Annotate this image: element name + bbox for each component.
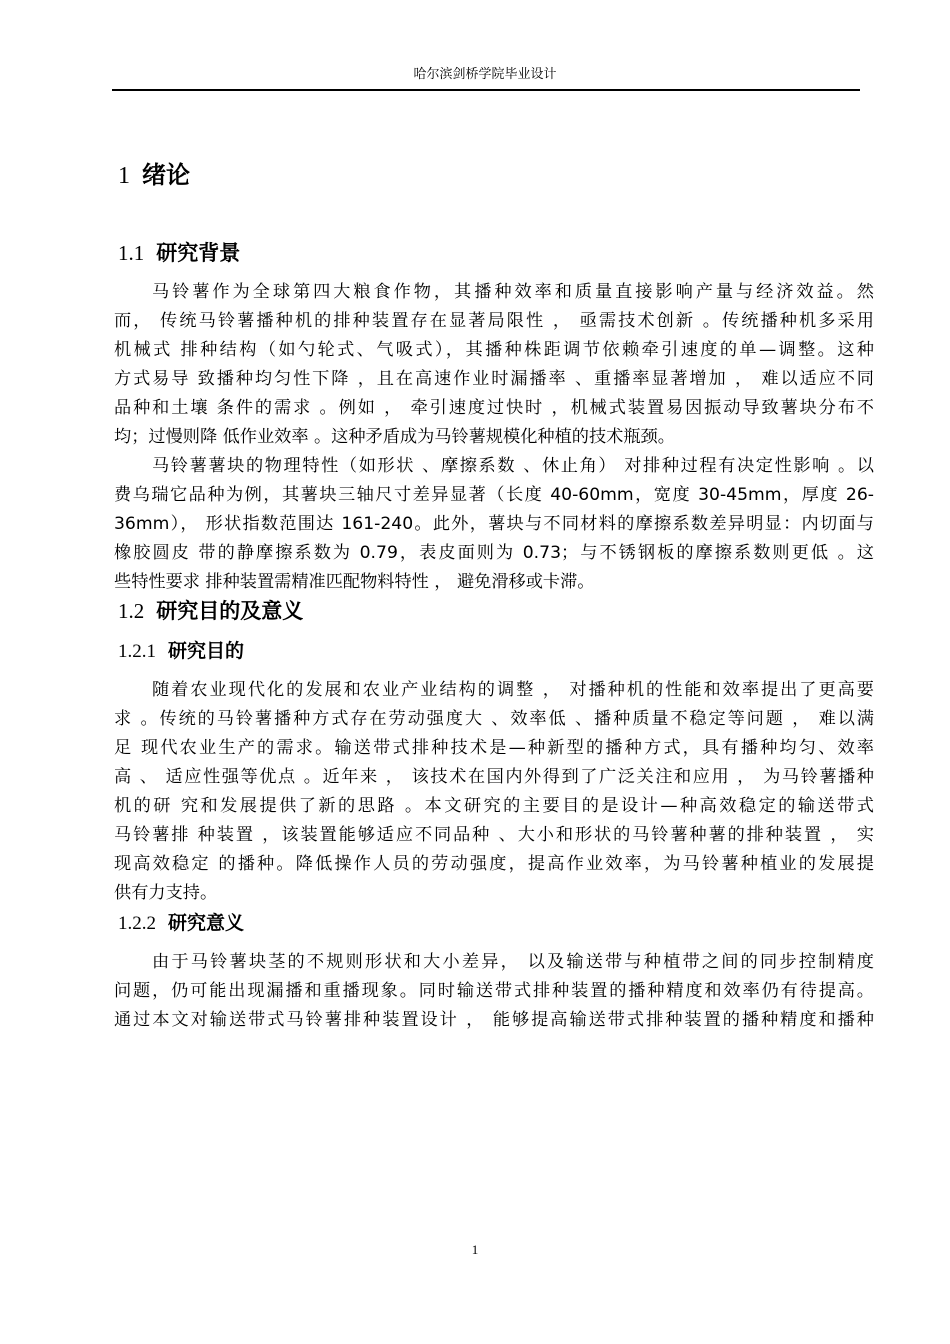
text-line: 均；过慢则降 低作业效率 。这种矛盾成为马铃薯规模化种植的技术瓶颈。 (114, 427, 675, 447)
paragraph-purpose (114, 676, 874, 908)
page-number: 1 (471, 1242, 479, 1257)
section-number: 1.2 (118, 599, 145, 623)
text-line: 高 、 适应性强等优点 。近年来 ， 该技术在国内外得到了广泛关注和应用 ， 为马铃薯播种 (114, 767, 874, 787)
subsection-number: 1.2.2 (118, 913, 156, 934)
section-heading-purpose-significance (118, 597, 303, 625)
text-line: 足 现代农业生产的需求。输送带式排种技术是—种新型的播种方式，具有播种均匀、效率 (114, 738, 874, 758)
subsection-number: 1.2.1 (118, 641, 156, 662)
subsection-title: 研究意义 (168, 912, 245, 934)
text-line: 由于马铃薯块茎的不规则形状和大小差异， 以及输送带与种植带之间的同步控制精度 (152, 952, 874, 972)
text-line: 问题，仍可能出现漏播和重播现象。同时输送带式排种装置的播种精度和效率仍有待提高。 (114, 981, 874, 1001)
chapter-number: 1 (118, 163, 130, 189)
subsection-heading-significance (118, 910, 244, 937)
text-line: 随着农业现代化的发展和农业产业结构的调整 ， 对播种机的性能和效率提出了更高要 (152, 680, 874, 700)
chapter-heading (118, 160, 190, 191)
header-rule (112, 89, 860, 91)
running-header: 哈尔滨剑桥学院毕业设计 (413, 67, 557, 82)
text-line: 马铃薯作为全球第四大粮食作物，其播种效率和质量直接影响产量与经济效益。然 (152, 282, 874, 302)
section-title: 研究背景 (156, 241, 241, 265)
text-line: 求 。传统的马铃薯播种方式存在劳动强度大 、效率低 、播种质量不稳定等问题 ， 难以满 (114, 709, 874, 729)
text-line: 通过本文对输送带式马铃薯排种装置设计 ， 能够提高输送带式排种装置的播种精度和播种 (114, 1010, 874, 1030)
text-line: 些特性要求 排种装置需精准匹配物料特性 ， 避免滑移或卡滞。 (114, 572, 595, 592)
text-line: 费乌瑞它品种为例，其薯块三轴尺寸差异显著（长度 40-60mm，宽度 30-45mm，厚度 26- (114, 485, 874, 505)
text-line: 机械式 排种结构（如勺轮式、气吸式），其播种株距调节依赖牵引速度的单—调整。这种 (114, 340, 874, 360)
text-line: 机的研 究和发展提供了新的思路 。本文研究的主要目的是设计—种高效稳定的输送带式 (114, 796, 874, 816)
text-line: 供有力支持。 (114, 883, 218, 903)
section-title: 研究目的及意义 (156, 599, 304, 623)
section-number: 1.1 (118, 241, 145, 265)
paragraph-background-1 (114, 278, 874, 452)
subsection-heading-purpose (118, 638, 244, 665)
text-line: 现高效稳定 的播种。降低操作人员的劳动强度，提高作业效率，为马铃薯种植业的发展提 (114, 854, 874, 874)
text-line: 方式易导 致播种均匀性下降 ，且在高速作业时漏播率 、重播率显著增加 ， 难以适应不同 (114, 369, 874, 389)
text-line: 橡胶圆皮 带的静摩擦系数为 0.79，表皮面则为 0.73；与不锈钢板的摩擦系数则更低 。这 (114, 543, 874, 563)
subsection-title: 研究目的 (168, 640, 245, 662)
chapter-title: 绪论 (142, 161, 190, 189)
text-line: 品种和土壤 条件的需求 。例如 ， 牵引速度过快时 ，机械式装置易因振动导致薯块分布不 (114, 398, 874, 418)
text-line: 马铃薯排 种装置 ，该装置能够适应不同品种 、大小和形状的马铃薯种薯的排种装置 ， 实 (114, 825, 874, 845)
text-line: 而， 传统马铃薯播种机的排种装置存在显著局限性 ， 亟需技术创新 。传统播种机多采用 (114, 311, 874, 331)
section-heading-background (118, 239, 240, 267)
text-line: 马铃薯薯块的物理特性（如形状 、摩擦系数 、休止角） 对排种过程有决定性影响 。以 (152, 456, 874, 476)
text-line: 36mm）， 形状指数范围达 161-240。此外，薯块与不同材料的摩擦系数差异明显：内切面与 (114, 514, 874, 534)
paragraph-significance (114, 948, 874, 1035)
paragraph-background-2 (114, 452, 874, 597)
